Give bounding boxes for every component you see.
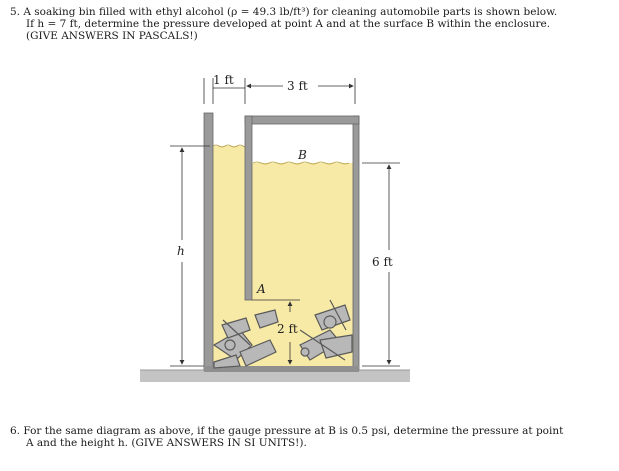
dim-3ft-label: 3 ft [287, 79, 308, 93]
problem-5-line-1: 5. A soaking bin filled with ethyl alcohol (ρ = 49.3 lb/ft³) for cleaning automobile parts is shown below. [10, 6, 558, 18]
dim-6ft-label: 6 ft [372, 255, 393, 269]
problem-6-line-1: 6. For the same diagram as above, if the gauge pressure at B is 0.5 psi, determine the pressure at point [10, 425, 564, 437]
problem-5-line-2: If h = 7 ft, determine the pressure developed at point A and at the surface B within the enclosure. [26, 18, 551, 30]
point-B-label: B [298, 148, 307, 162]
h-label: h [177, 244, 185, 258]
point-A-label: A [257, 282, 266, 296]
dim-1ft-label: 1 ft [213, 73, 234, 87]
dim-2ft-label: 2 ft [277, 322, 298, 336]
problem-5-line-3: (GIVE ANSWERS IN PASCALS!) [26, 30, 198, 42]
problem-6-line-2: A and the height h. (GIVE ANSWERS IN SI UNITS!). [26, 437, 307, 449]
